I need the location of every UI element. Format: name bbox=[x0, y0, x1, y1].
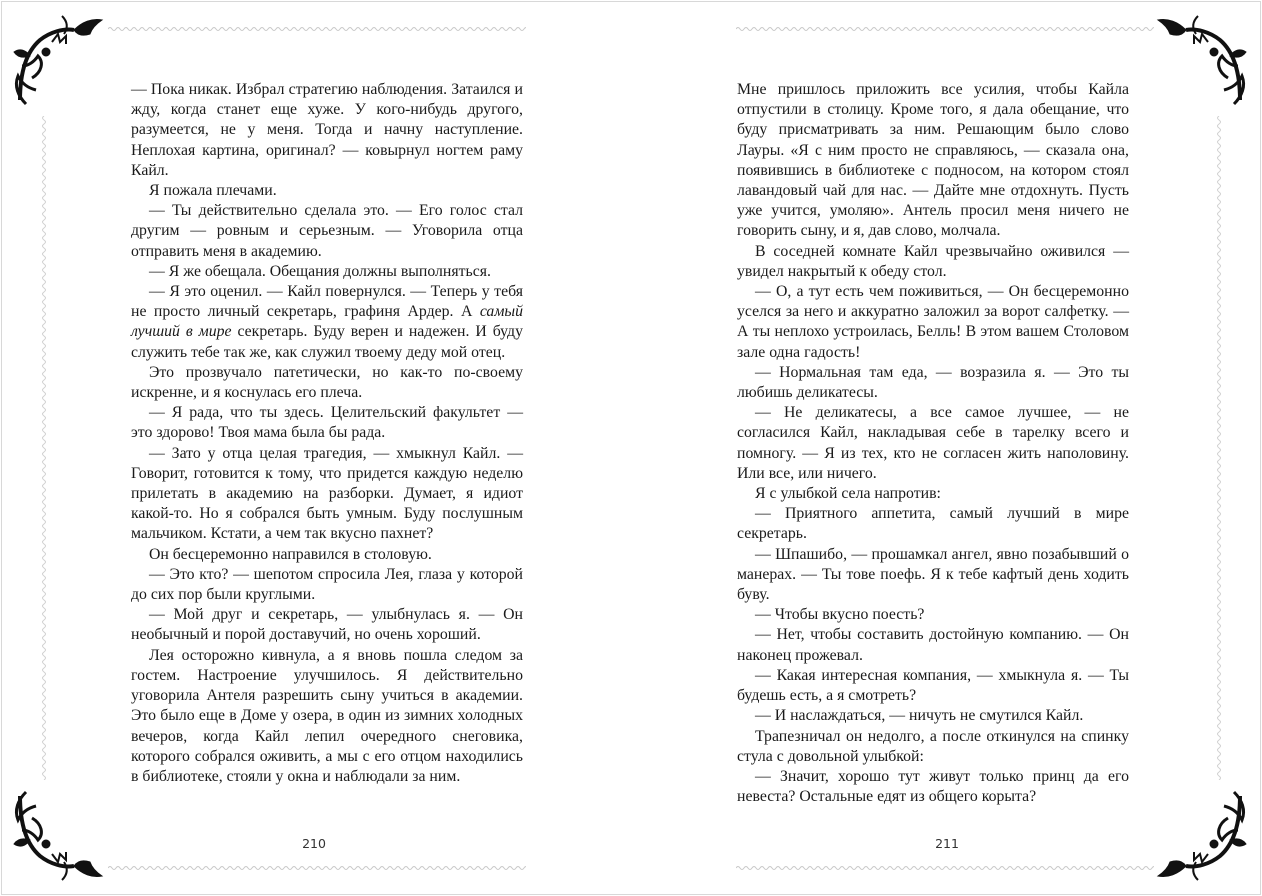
dragon-ornament-icon bbox=[12, 12, 108, 108]
paragraph: — Значит, хорошо тут живут только принц да его невеста? Остальные едят из общего корыта? bbox=[737, 767, 1129, 806]
dragon-ornament-icon bbox=[1152, 12, 1248, 108]
paragraph: В соседней комнате Кайл чрезвычайно оживился — увидел накрытый к обеду стол. bbox=[737, 242, 1129, 280]
paragraph: — Мой друг и секретарь, — улыбнулась я. — Он необычный и порой доставучий, но очень хороший. bbox=[131, 606, 523, 644]
paragraph: Лея осторожно кивнула, а я вновь пошла следом за гостем. Настроение улучшилось. Я действительно уговорила Антеля разрешить сыну учиться в академии. Это было еще в Доме у озера, в один из зимних холодных вечеров, когда Кайл лепил очередного снеговика, которого собрался оживить, а мы с его отцом находились в библиотеке, стояли у окна и наблюдали за ним. bbox=[131, 646, 523, 785]
dragon-ornament-icon bbox=[12, 788, 108, 884]
bottom-right-rule bbox=[736, 865, 1154, 871]
paragraph-text: секретарь. Буду верен и надежен. И буду служить тебе так же, как служил твоему деду мой отец. bbox=[131, 323, 523, 361]
top-right-rule bbox=[736, 26, 1154, 32]
right-side-rule bbox=[1215, 116, 1223, 780]
paragraph: — Приятного аппетита, самый лучший в мире секретарь. bbox=[737, 505, 1129, 543]
paragraph: — И наслаждаться, — ничуть не смутился Кайл. bbox=[755, 707, 1084, 725]
paragraph: — Пока никак. Избрал стратегию наблюдения. Затаился и жду, когда станет еще хуже. У кого-нибудь другого, разумеется, не у меня. Тогда и начну наступление. Неплохая картина, оригинал? — ковырнул ногтем раму Кайл. bbox=[131, 81, 523, 179]
paragraph: Я пожала плечами. bbox=[149, 182, 277, 200]
bottom-left-rule bbox=[108, 865, 526, 871]
paragraph: Трапезничал он недолго, а после откинулся на спинку стула с довольной улыбкой: bbox=[737, 727, 1129, 765]
paragraph: — Я рада, что ты здесь. Целительский факультет — это здорово! Твоя мама была бы рада. bbox=[131, 404, 523, 442]
paragraph: — Это кто? — шепотом спросила Лея, глаза у которой до сих пор были круглыми. bbox=[131, 565, 523, 604]
paragraph: Это прозвучало патетически, но как-то по-своему искренне, и я коснулась его плеча. bbox=[131, 363, 523, 402]
paragraph: Мне пришлось приложить все усилия, чтобы Кайла отпустили в столицу. Кроме того, я дала обещание, что буду присматривать за ним. Решающим было слово Лауры. «Я с ним просто не справляюсь, — сказала она, появившись в библиотеке с подносом, на котором стоял лавандовый чай для нас. — Дайте мне отдохнуть. Пусть уже учится, умоляю». Антель просил меня ничего не говорить сыну, и я, дав слово, молчала. bbox=[737, 81, 1129, 240]
dragon-ornament-icon bbox=[1152, 788, 1248, 884]
paragraph: — Чтобы вкусно поесть? bbox=[755, 606, 925, 624]
paragraph: — Я же обещала. Обещания должны выполняться. bbox=[149, 262, 491, 280]
paragraph: Он бесцеремонно направился в столовую. bbox=[149, 545, 432, 563]
paragraph: — Зато у отца целая трагедия, — хмыкнул Кайл. — Говорит, готовится к тому, что придется каждую неделю прилетать в академию на разборки. Думает, я идиот какой-то. Но я собрался быть умным. Буду послушным мальчиком. Кстати, а чем так вкусно пахнет? bbox=[131, 444, 523, 543]
paragraph bbox=[131, 282, 523, 363]
top-left-rule bbox=[108, 26, 526, 32]
paragraph: — Ты действительно сделала это. — Его голос стал другим — ровным и серьезным. — Уговорила отца отправить меня в академию. bbox=[131, 202, 523, 260]
right-page-text bbox=[737, 80, 1129, 807]
left-side-rule bbox=[40, 116, 48, 780]
page-number-left: 210 bbox=[302, 836, 326, 851]
paragraph: — Нет, чтобы составить достойную компанию. — Он наконец прожевал. bbox=[737, 626, 1129, 664]
italic-phrase: самый лучший в мире bbox=[131, 303, 523, 341]
paragraph-text: — Я это оценил. — Кайл повернулся. — Теперь у тебя не просто личный секретарь, графиня Ардер. А bbox=[131, 283, 523, 321]
paragraph: — Шпашибо, — прошамкал ангел, явно позабывший о манерах. — Ты тове поефь. Я к тебе кафтый день ходить буву. bbox=[737, 545, 1129, 604]
page-number-right: 211 bbox=[935, 836, 959, 851]
paragraph: — О, а тут есть чем поживиться, — Он бесцеремонно уселся за него и аккуратно заложил за ворот салфетку. — А ты неплохо устроилась, Белль! В этом вашем Столовом зале одна гадость! bbox=[737, 283, 1129, 361]
paragraph: — Нормальная там еда, — возразила я. — Это ты любишь деликатесы. bbox=[737, 363, 1129, 402]
paragraph: — Не деликатесы, а все самое лучшее, — не согласился Кайл, накладывая себе в тарелку всего и помногу. — Я из тех, кто не согласен жить наполовину. Или все, или ничего. bbox=[737, 404, 1129, 482]
paragraph: — Какая интересная компания, — хмыкнула я. — Ты будешь есть, а я смотреть? bbox=[737, 666, 1129, 705]
left-page-text bbox=[131, 80, 523, 787]
paragraph: Я с улыбкой села напротив: bbox=[755, 485, 941, 503]
